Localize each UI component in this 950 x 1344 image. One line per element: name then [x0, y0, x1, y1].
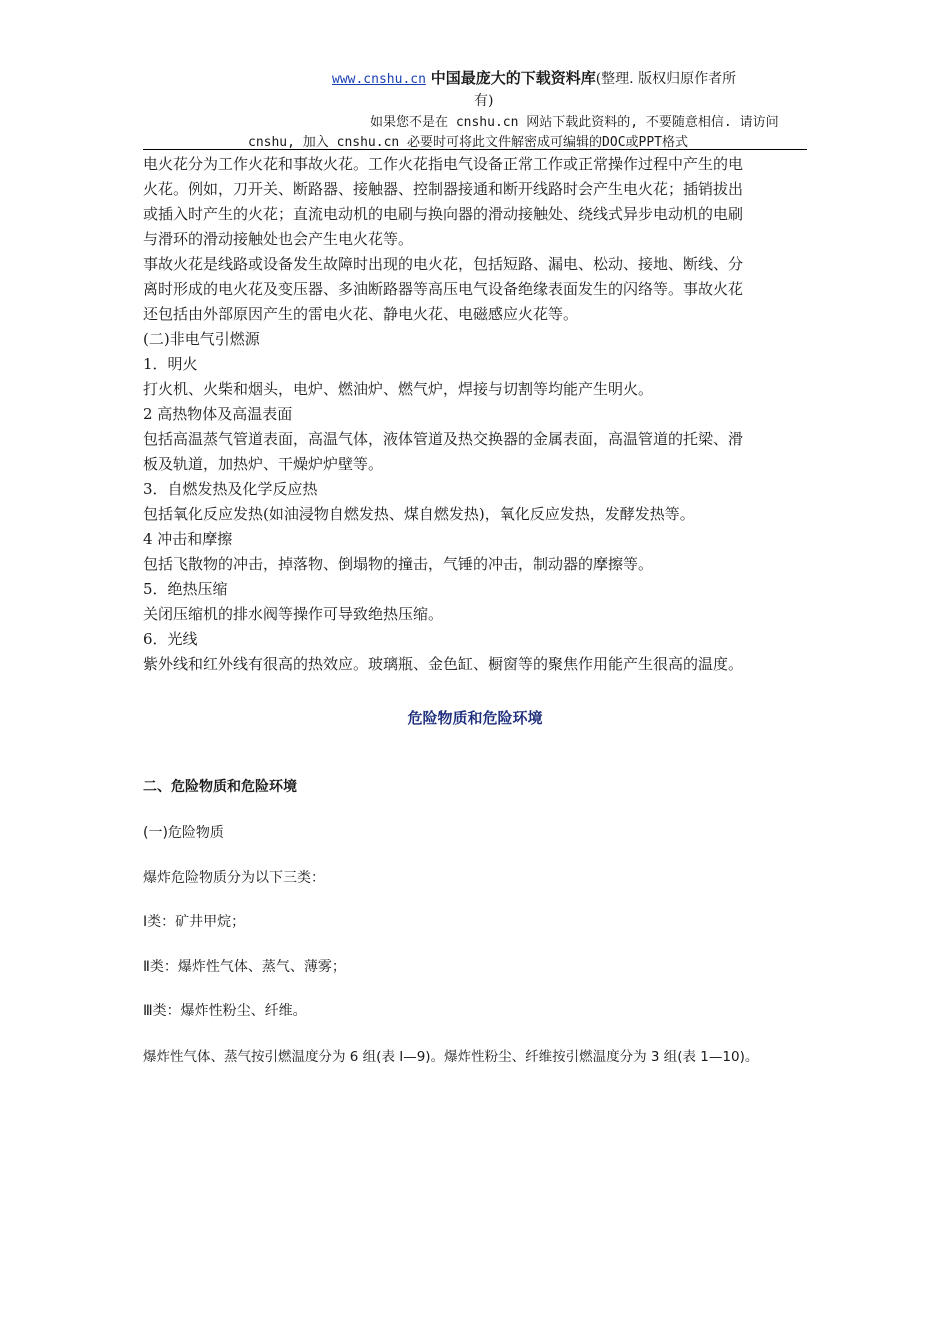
body-line: 关闭压缩机的排水阀等操作可导致绝热压缩。 [143, 605, 444, 623]
header-line-2: 有) [474, 93, 494, 109]
body-line: 紫外线和红外线有很高的热效应。玻璃瓶、金色缸、橱窗等的聚焦作用能产生很高的温度。 [143, 655, 744, 673]
body-line: 与滑环的滑动接触处也会产生电火花等。 [143, 230, 414, 248]
body-line: 6．光线 [143, 630, 198, 648]
center-title: 危险物质和危险环境 [407, 709, 543, 727]
body-line: 或插入时产生的火花；直流电动机的电刷与换向器的滑动接触处、绕线式异步电动机的电刷 [143, 205, 744, 223]
header-tagline: 中国最庞大的下载资料库 [430, 69, 596, 87]
section-heading: 二、危险物质和危险环境 [143, 779, 297, 795]
header-line-4: cnshu, 加入 cnshu.cn 必要时可将此文件解密成可编辑的DOC或PPT格式 [248, 135, 689, 150]
header-line-1 [332, 68, 802, 90]
body-line: 火花。例如，刀开关、断路器、接触器、控制器接通和断开线路时会产生电火花；插销拔出 [143, 180, 744, 198]
intro-text: 爆炸危险物质分为以下三类： [143, 870, 325, 886]
body-line: 板及轨道，加热炉、干燥炉炉壁等。 [143, 455, 384, 473]
body-line: 包括飞散物的冲击，掉落物、倒塌物的撞击，气锤的冲击，制动器的摩擦等。 [143, 555, 654, 573]
body-line: 2 高热物体及高温表面 [143, 405, 293, 423]
body-line: 事故火花是线路或设备发生故障时出现的电火花，包括短路、漏电、松动、接地、断线、分 [143, 255, 744, 273]
class-3-text: Ⅲ类：爆炸性粉尘、纤维。 [143, 1003, 307, 1019]
body-text [143, 152, 813, 677]
body-line: 离时形成的电火花及变压器、多油断路器等高压电气设备绝缘表面发生的闪络等。事故火花 [143, 280, 744, 298]
body-line: 1．明火 [143, 355, 198, 373]
body-line: 打火机、火柴和烟头，电炉、燃油炉、燃气炉，焊接与切割等均能产生明火。 [143, 380, 654, 398]
body-line: 还包括由外部原因产生的雷电火花、静电火花、电磁感应火花等。 [143, 305, 579, 323]
body-line: 电火花分为工作火花和事故火花。工作火花指电气设备正常工作或正常操作过程中产生的电 [143, 155, 744, 173]
subsection-heading: (一)危险物质 [143, 825, 224, 841]
body-line: 5．绝热压缩 [143, 580, 228, 598]
body-line: 包括氧化反应发热(如油浸物自燃发热、煤自燃发热)，氧化反应发热，发酵发热等。 [143, 505, 695, 523]
header-rule [143, 149, 807, 150]
header-line-3: 如果您不是在 cnshu.cn 网站下载此资料的, 不要随意相信. 请访问 [370, 115, 779, 130]
final-paragraph: 爆炸性气体、蒸气按引燃温度分为 6 组(表 Ⅰ—9)。爆炸性粉尘、纤维按引燃温度分为 3 组(表 1—10)。 [143, 1049, 759, 1065]
header-tagline-rest: (整理. 版权归原作者所 [595, 71, 737, 87]
body-line: 包括高温蒸气管道表面，高温气体，液体管道及热交换器的金属表面，高温管道的托梁、滑 [143, 430, 744, 448]
body-line: 4 冲击和摩擦 [143, 530, 233, 548]
body-line: 3．自燃发热及化学反应热 [143, 480, 318, 498]
class-1-text: Ⅰ类：矿井甲烷； [143, 914, 246, 930]
class-2-text: Ⅱ类：爆炸性气体、蒸气、薄雾； [143, 959, 346, 975]
site-link[interactable]: www.cnshu.cn [332, 72, 426, 87]
body-line: (二)非电气引燃源 [143, 330, 260, 348]
